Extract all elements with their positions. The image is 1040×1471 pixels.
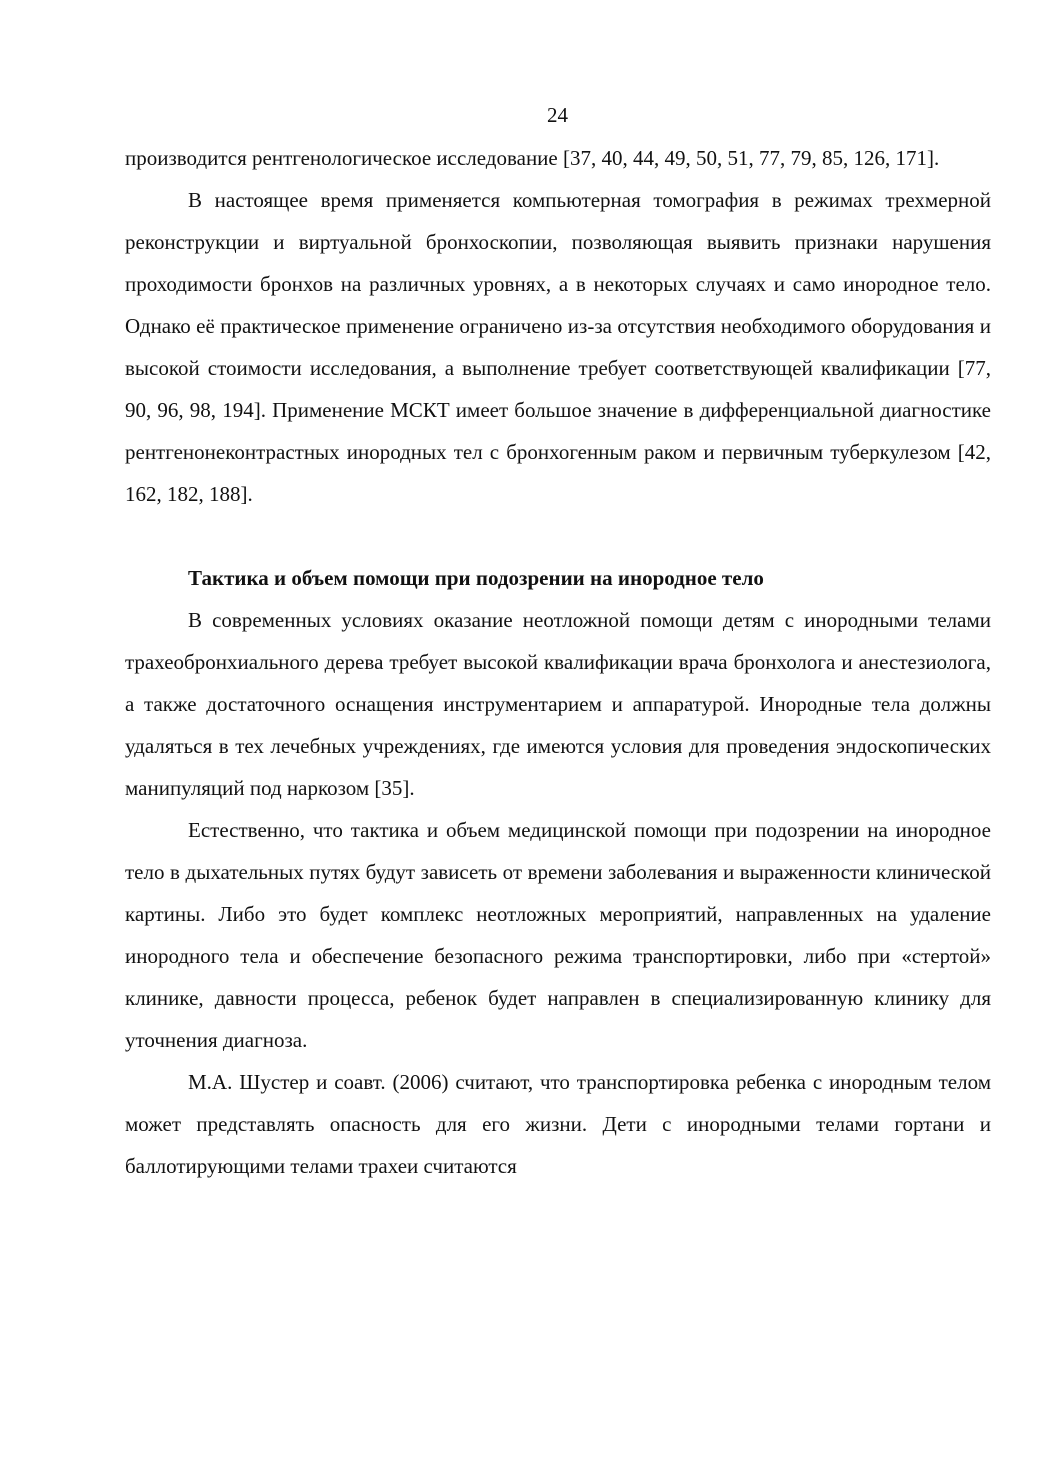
paragraph: В настоящее время применяется компьютерная томография в режимах трехмерной реконструкции и виртуальной бронхоскопии, позволяющая выявить признаки нарушения проходимости бронхов на различных уровнях, а в некоторых случаях и само инородное тело. Однако её практическое применение ограничено из-за отсутствия необходимого оборудования и высокой стоимости исследования, а выполнение требует соответствующей квалификации [77, 90, 96, 98, 194]. Применение МСКТ имеет большое значение в дифференциальной диагностике рентгенонеконтрастных инородных тел с бронхогенным раком и первичным туберкулезом [42, 162, 182, 188].	[125, 188, 991, 506]
paragraph: Естественно, что тактика и объем медицинской помощи при подозрении на инородное тело в дыхательных путях будут зависеть от времени заболевания и выраженности клинической картины. Либо это будет комплекс неотложных мероприятий, направленных на удаление инородного тела и обеспечение безопасного режима транспортировки, либо при «стертой» клинике, давности процесса, ребенок будет направлен в специализированную клинику для уточнения диагноза.	[125, 818, 991, 1052]
paragraph: производится рентгенологическое исследование [37, 40, 44, 49, 50, 51, 77, 79, 85, 126, 171].	[125, 146, 940, 170]
page-number: 24	[547, 103, 568, 127]
page-content	[125, 137, 991, 1187]
paragraph: М.А. Шустер и соавт. (2006) считают, что транспортировка ребенка с инородным телом может представлять опасность для его жизни. Дети с инородными телами гортани и баллотирующими телами трахеи считаются	[125, 1070, 991, 1178]
paragraph: В современных условиях оказание неотложной помощи детям с инородными телами трахеобронхиального дерева требует высокой квалификации врача бронхолога и анестезиолога, а также достаточного оснащения инструментарием и аппаратурой. Инородные тела должны удаляться в тех лечебных учреждениях, где имеются условия для проведения эндоскопических манипуляций под наркозом [35].	[125, 608, 991, 800]
section-heading: Тактика и объем помощи при подозрении на инородное тело	[188, 566, 764, 590]
